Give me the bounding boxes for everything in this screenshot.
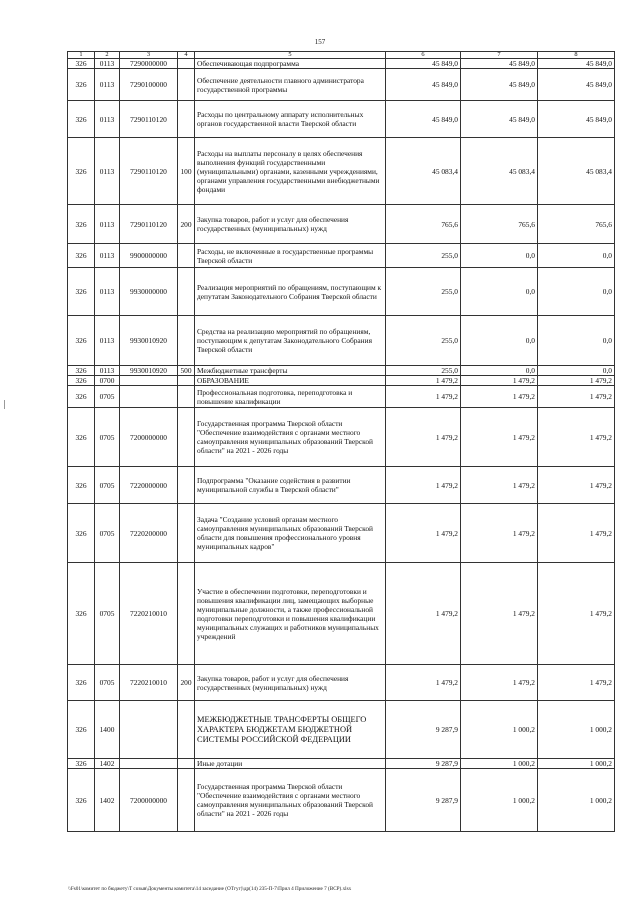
cell-value-7: 45 849,0 — [461, 69, 538, 101]
cell-admin: 326 — [68, 69, 95, 101]
cell-value-7: 1 479,2 — [461, 386, 538, 408]
cell-target: 9900000000 — [120, 244, 178, 268]
column-header: 6 — [386, 52, 461, 59]
margin-mark — [4, 400, 5, 409]
cell-section: 1402 — [95, 769, 120, 832]
cell-section: 0113 — [95, 316, 120, 366]
cell-value-8: 0,0 — [538, 268, 615, 316]
cell-type: 200 — [178, 665, 195, 701]
cell-target: 9930010920 — [120, 366, 178, 376]
cell-target: 7290110120 — [120, 101, 178, 138]
cell-value-6: 1 479,2 — [386, 408, 461, 467]
cell-section: 0705 — [95, 504, 120, 563]
cell-name: Участие в обеспечении подготовки, переподготовки и повышения квалификации лиц, замещающих выборные муниципальные должности, а также профессиональной подготовки переподготовки и повышения квалификации муниципальных служащих и работников муниципальных учреждений — [195, 563, 386, 665]
cell-section: 0113 — [95, 366, 120, 376]
cell-value-7: 1 479,2 — [461, 467, 538, 504]
column-header: 5 — [195, 52, 386, 59]
table-row — [68, 563, 615, 665]
cell-value-6: 45 849,0 — [386, 59, 461, 69]
cell-value-6: 1 479,2 — [386, 386, 461, 408]
cell-target: 7290110120 — [120, 138, 178, 205]
cell-type — [178, 408, 195, 467]
table-row — [68, 69, 615, 101]
cell-name: Обеспечивающая подпрограмма — [195, 59, 386, 69]
cell-value-6: 9 287,9 — [386, 759, 461, 769]
table-row — [68, 386, 615, 408]
cell-name: Расходы на выплаты персоналу в целях обеспечения выполнения функций государственными (муниципальными) органами, казенными учреждениями, органами управления государственными внебюджетными фондами — [195, 138, 386, 205]
cell-value-8: 765,6 — [538, 205, 615, 244]
table-row — [68, 665, 615, 701]
cell-type — [178, 701, 195, 759]
cell-name: Обеспечение деятельности главного администратора государственной программы — [195, 69, 386, 101]
column-header: 3 — [120, 52, 178, 59]
cell-value-7: 45 849,0 — [461, 101, 538, 138]
cell-admin: 326 — [68, 205, 95, 244]
cell-admin: 326 — [68, 244, 95, 268]
cell-value-8: 1 000,2 — [538, 769, 615, 832]
table-row — [68, 759, 615, 769]
cell-section: 0700 — [95, 376, 120, 386]
cell-target — [120, 376, 178, 386]
cell-name: Расходы, не включенные в государственные программы Тверской области — [195, 244, 386, 268]
cell-target: 7220000000 — [120, 467, 178, 504]
cell-value-7: 0,0 — [461, 268, 538, 316]
cell-admin: 326 — [68, 504, 95, 563]
cell-type — [178, 101, 195, 138]
cell-type — [178, 59, 195, 69]
cell-value-8: 45 083,4 — [538, 138, 615, 205]
cell-name: Государственная программа Тверской области "Обеспечение взаимодействия с органами местного самоуправления муниципальных образований Тверской области" на 2021 - 2026 годы — [195, 408, 386, 467]
cell-section: 1400 — [95, 701, 120, 759]
cell-value-7: 45 083,4 — [461, 138, 538, 205]
cell-section: 0113 — [95, 244, 120, 268]
cell-target: 9930000000 — [120, 268, 178, 316]
cell-value-7: 1 000,2 — [461, 701, 538, 759]
cell-type — [178, 467, 195, 504]
cell-value-7: 0,0 — [461, 366, 538, 376]
cell-value-8: 45 849,0 — [538, 69, 615, 101]
cell-value-8: 1 479,2 — [538, 665, 615, 701]
cell-value-6: 1 479,2 — [386, 665, 461, 701]
cell-target: 7290000000 — [120, 59, 178, 69]
cell-type — [178, 563, 195, 665]
cell-type — [178, 268, 195, 316]
cell-value-8: 1 479,2 — [538, 408, 615, 467]
cell-value-6: 9 287,9 — [386, 769, 461, 832]
cell-admin: 326 — [68, 665, 95, 701]
cell-value-7: 1 479,2 — [461, 376, 538, 386]
cell-value-7: 1 479,2 — [461, 563, 538, 665]
table-row — [68, 366, 615, 376]
cell-name: Закупка товаров, работ и услуг для обеспечения государственных (муниципальных) нужд — [195, 205, 386, 244]
cell-type — [178, 244, 195, 268]
table-row — [68, 316, 615, 366]
table-row — [68, 138, 615, 205]
cell-target: 7290110120 — [120, 205, 178, 244]
cell-admin: 326 — [68, 386, 95, 408]
cell-value-6: 1 479,2 — [386, 504, 461, 563]
cell-name: Подпрограмма "Оказание содействия в развитии муниципальной службы в Тверской области" — [195, 467, 386, 504]
cell-value-8: 1 479,2 — [538, 563, 615, 665]
cell-name: Реализация мероприятий по обращениям, поступающим к депутатам Законодательного Собрания Тверской области — [195, 268, 386, 316]
cell-name: ОБРАЗОВАНИЕ — [195, 376, 386, 386]
cell-value-6: 255,0 — [386, 366, 461, 376]
cell-type — [178, 316, 195, 366]
cell-name: Расходы по центральному аппарату исполнительных органов государственной власти Тверской области — [195, 101, 386, 138]
cell-value-6: 45 849,0 — [386, 69, 461, 101]
cell-value-8: 1 479,2 — [538, 467, 615, 504]
cell-value-6: 255,0 — [386, 244, 461, 268]
table-row — [68, 769, 615, 832]
cell-section: 0705 — [95, 408, 120, 467]
cell-section: 0705 — [95, 563, 120, 665]
cell-name: Иные дотации — [195, 759, 386, 769]
cell-admin: 326 — [68, 138, 95, 205]
cell-type — [178, 69, 195, 101]
cell-target: 7220200000 — [120, 504, 178, 563]
cell-type — [178, 759, 195, 769]
cell-admin: 326 — [68, 408, 95, 467]
column-header: 4 — [178, 52, 195, 59]
cell-section: 0113 — [95, 205, 120, 244]
cell-type: 200 — [178, 205, 195, 244]
table-row — [68, 205, 615, 244]
cell-name: Государственная программа Тверской области "Обеспечение взаимодействия с органами местного самоуправления муниципальных образований Тверской области" на 2021 - 2026 годы — [195, 769, 386, 832]
table-row — [68, 504, 615, 563]
cell-section: 0705 — [95, 665, 120, 701]
column-header: 8 — [538, 52, 615, 59]
cell-value-8: 1 479,2 — [538, 386, 615, 408]
cell-admin: 326 — [68, 759, 95, 769]
cell-value-8: 1 000,2 — [538, 759, 615, 769]
cell-value-8: 0,0 — [538, 366, 615, 376]
cell-value-7: 1 479,2 — [461, 408, 538, 467]
table-row — [68, 101, 615, 138]
cell-value-6: 45 083,4 — [386, 138, 461, 205]
cell-value-8: 1 000,2 — [538, 701, 615, 759]
cell-target: 7200000000 — [120, 769, 178, 832]
footer-file-path: \\Fs01\комитет по бюджету\Т созыв\Документы комитета\14 заседание (ОТгуг)\др(14) 235-П-7\Прил 4 Приложение 7 (ВСР).xlsx — [68, 886, 352, 892]
cell-admin: 326 — [68, 268, 95, 316]
column-header: 2 — [95, 52, 120, 59]
cell-admin: 326 — [68, 563, 95, 665]
cell-section: 0705 — [95, 386, 120, 408]
cell-name: Межбюджетные трансферты — [195, 366, 386, 376]
cell-value-7: 1 479,2 — [461, 504, 538, 563]
cell-target: 7220210010 — [120, 665, 178, 701]
cell-name: Профессиональная подготовка, переподготовка и повышение квалификации — [195, 386, 386, 408]
cell-value-7: 45 849,0 — [461, 59, 538, 69]
cell-target: 7290100000 — [120, 69, 178, 101]
cell-target: 9930010920 — [120, 316, 178, 366]
cell-type — [178, 386, 195, 408]
cell-value-8: 1 479,2 — [538, 376, 615, 386]
cell-name: Задача "Создание условий органам местного самоуправления муниципальных образований Тверской области для повышения профессионального уровня муниципальных кадров" — [195, 504, 386, 563]
cell-admin: 326 — [68, 701, 95, 759]
cell-admin: 326 — [68, 59, 95, 69]
table-row — [68, 467, 615, 504]
table-row — [68, 701, 615, 759]
cell-section: 0113 — [95, 101, 120, 138]
column-header: 1 — [68, 52, 95, 59]
cell-admin: 326 — [68, 467, 95, 504]
cell-name: МЕЖБЮДЖЕТНЫЕ ТРАНСФЕРТЫ ОБЩЕГО ХАРАКТЕРА БЮДЖЕТАМ БЮДЖЕТНОЙ СИСТЕМЫ РОССИЙСКОЙ ФЕДЕРАЦИИ — [195, 701, 386, 759]
cell-value-6: 1 479,2 — [386, 376, 461, 386]
cell-value-7: 0,0 — [461, 244, 538, 268]
header-row — [68, 52, 615, 59]
budget-table — [67, 51, 615, 832]
cell-value-6: 1 479,2 — [386, 467, 461, 504]
cell-value-6: 255,0 — [386, 316, 461, 366]
table-row — [68, 59, 615, 69]
cell-value-6: 45 849,0 — [386, 101, 461, 138]
cell-target — [120, 759, 178, 769]
cell-section: 1402 — [95, 759, 120, 769]
cell-section: 0113 — [95, 268, 120, 316]
cell-value-7: 765,6 — [461, 205, 538, 244]
table-row — [68, 376, 615, 386]
page-number: 157 — [314, 38, 326, 46]
cell-section: 0113 — [95, 69, 120, 101]
cell-admin: 326 — [68, 366, 95, 376]
cell-value-8: 0,0 — [538, 244, 615, 268]
cell-admin: 326 — [68, 101, 95, 138]
cell-value-8: 45 849,0 — [538, 59, 615, 69]
table-row — [68, 244, 615, 268]
cell-target: 7220210010 — [120, 563, 178, 665]
cell-value-6: 9 287,9 — [386, 701, 461, 759]
cell-value-6: 255,0 — [386, 268, 461, 316]
cell-type — [178, 504, 195, 563]
table-row — [68, 268, 615, 316]
cell-type: 500 — [178, 366, 195, 376]
cell-section: 0113 — [95, 138, 120, 205]
cell-target — [120, 386, 178, 408]
cell-value-7: 1 479,2 — [461, 665, 538, 701]
cell-target — [120, 701, 178, 759]
table-row — [68, 408, 615, 467]
cell-name: Средства на реализацию мероприятий по обращениям, поступающим к депутатам Законодательного Собрания Тверской области — [195, 316, 386, 366]
cell-section: 0113 — [95, 59, 120, 69]
cell-target: 7200000000 — [120, 408, 178, 467]
cell-name: Закупка товаров, работ и услуг для обеспечения государственных (муниципальных) нужд — [195, 665, 386, 701]
cell-type: 100 — [178, 138, 195, 205]
cell-admin: 326 — [68, 316, 95, 366]
cell-value-7: 0,0 — [461, 316, 538, 366]
cell-value-7: 1 000,2 — [461, 759, 538, 769]
cell-section: 0705 — [95, 467, 120, 504]
cell-value-8: 45 849,0 — [538, 101, 615, 138]
cell-admin: 326 — [68, 769, 95, 832]
cell-value-6: 1 479,2 — [386, 563, 461, 665]
cell-value-8: 0,0 — [538, 316, 615, 366]
cell-value-7: 1 000,2 — [461, 769, 538, 832]
cell-admin: 326 — [68, 376, 95, 386]
cell-value-8: 1 479,2 — [538, 504, 615, 563]
column-header: 7 — [461, 52, 538, 59]
cell-value-6: 765,6 — [386, 205, 461, 244]
cell-type — [178, 376, 195, 386]
cell-type — [178, 769, 195, 832]
